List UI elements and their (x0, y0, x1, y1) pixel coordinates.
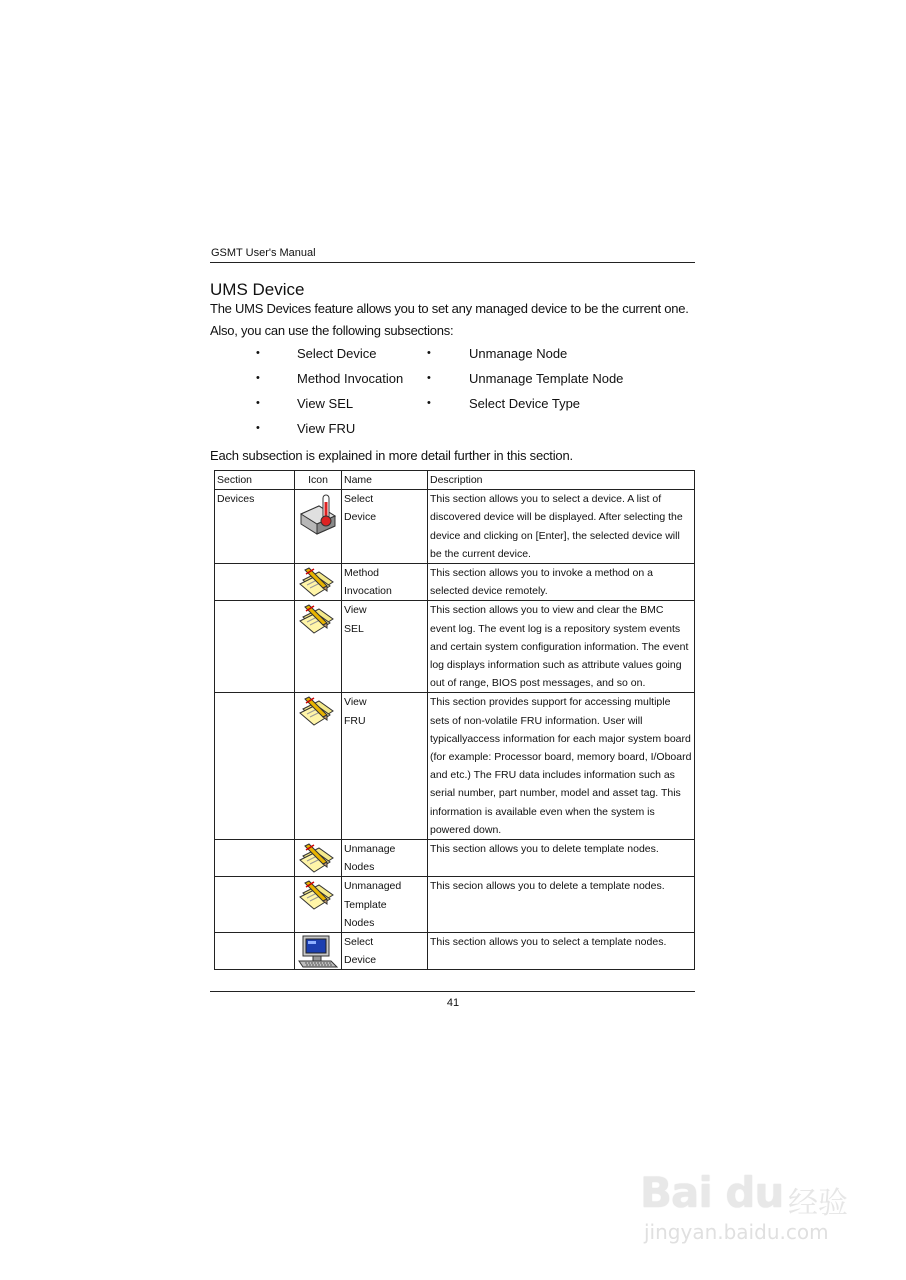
row-section (215, 601, 295, 693)
bullet-row (210, 394, 696, 419)
bullet-item: Select Device (297, 346, 377, 361)
header-name: Name (342, 471, 428, 490)
table-row (215, 877, 695, 933)
bullet-glyph: • (256, 372, 260, 384)
row-section (215, 840, 295, 877)
pencil-paper-icon (295, 840, 342, 877)
section-title: UMS Device (210, 280, 305, 299)
table-row (215, 564, 695, 601)
watermark-brand-cn: 经验 (788, 1186, 848, 1221)
header-divider (210, 262, 695, 263)
row-section (215, 933, 295, 970)
bullet-row (210, 369, 696, 394)
header-icon: Icon (295, 471, 342, 490)
bullet-glyph: • (256, 422, 260, 434)
row-description: This section allows you to invoke a method on a selected device remotely. (428, 564, 695, 601)
bullet-item: Unmanage Template Node (469, 371, 624, 386)
row-description: This section allows you to select a device. A list of discovered device will be displayed. After selecting the device and clicking on [Enter], the selected device will be the current device. (428, 490, 695, 564)
table-row (215, 490, 695, 564)
table-header-row (215, 471, 695, 490)
table-row (215, 601, 695, 693)
header-section: Section (215, 471, 295, 490)
bullet-glyph: • (427, 347, 431, 359)
bullet-item: View FRU (297, 421, 356, 436)
bullet-glyph: • (256, 397, 260, 409)
row-description: This section provides support for accessing multiple sets of non-volatile FRU information. User will typicallyaccess information for each major system board (for example: Processor board, memory board, I/Oboard and etc.) The FRU data includes information such as serial number, part number, model and asset tag. This information is available even when the system is powered down. (428, 693, 695, 840)
bullet-row (210, 344, 696, 369)
bullet-glyph: • (427, 397, 431, 409)
page-number: 41 (446, 997, 460, 1009)
table-row (215, 840, 695, 877)
header-description: Description (428, 471, 695, 490)
bullet-row (210, 419, 696, 444)
row-section (215, 877, 295, 933)
bullet-glyph: • (256, 347, 260, 359)
bullet-item: Select Device Type (469, 396, 581, 411)
row-description: This secion allows you to delete a template nodes. (428, 877, 695, 933)
pencil-paper-icon (295, 877, 342, 933)
subsection-table (214, 470, 695, 970)
table-row (215, 693, 695, 840)
bullet-item: Unmanage Node (469, 346, 568, 361)
row-section: Devices (215, 490, 295, 564)
pencil-paper-icon (295, 601, 342, 693)
row-description: This section allows you to delete template nodes. (428, 840, 695, 877)
row-description: This section allows you to select a template nodes. (428, 933, 695, 970)
table-row (215, 933, 695, 970)
bullet-glyph: • (427, 372, 431, 384)
running-header: GSMT User's Manual (211, 247, 316, 259)
row-name: View SEL (342, 601, 428, 693)
row-name: Unmanage Nodes (342, 840, 428, 877)
subsection-bullet-list (210, 344, 696, 444)
bullet-item: View SEL (297, 396, 354, 411)
pencil-paper-icon (295, 564, 342, 601)
row-name: Method Invocation (342, 564, 428, 601)
watermark-brand: Bai du (640, 1168, 784, 1217)
closing-sentence: Each subsection is explained in more detail further in this section. (210, 448, 573, 463)
row-section (215, 693, 295, 840)
computer-terminal-icon (295, 933, 342, 970)
row-description: This section allows you to view and clear the BMC event log. The event log is a repository system events and certain system configuration information. The event log displays information such as attribute values going out of range, BIOS post messages, and so on. (428, 601, 695, 693)
footer-divider (210, 991, 695, 992)
bullet-item: Method Invocation (297, 371, 404, 386)
device-thermometer-icon (295, 490, 342, 564)
row-name: View FRU (342, 693, 428, 840)
row-name: Unmanaged Template Nodes (342, 877, 428, 933)
watermark-site: jingyan.baidu.com (644, 1220, 829, 1244)
baidu-watermark (640, 1150, 860, 1250)
row-name: Select Device (342, 490, 428, 564)
row-name: Select Device (342, 933, 428, 970)
row-section (215, 564, 295, 601)
pencil-paper-icon (295, 693, 342, 840)
section-intro: The UMS Devices feature allows you to set any managed device to be the current one. Also, you can use the following subsections: (210, 301, 689, 338)
